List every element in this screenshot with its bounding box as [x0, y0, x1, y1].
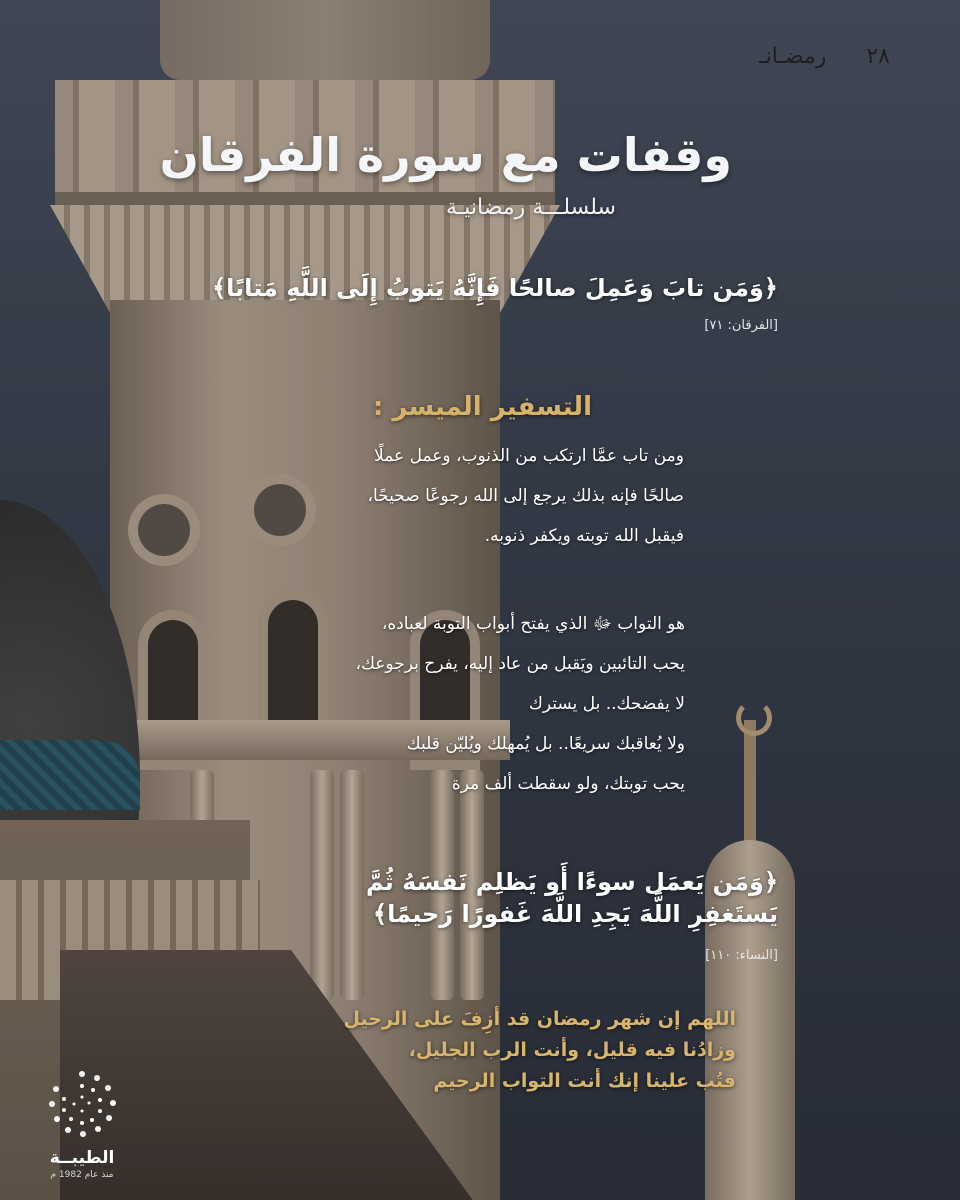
reflection-line: لا يفضحك.. بل يسترك [528, 694, 685, 714]
series-subtitle: سلسلـــة رمضانيـة [446, 195, 616, 220]
quran-verse-2 [366, 866, 778, 931]
dua-line: فتُب علينا إنك أنت التواب الرحيم [433, 1070, 736, 1092]
dua-line: وزادُنا فيه قليل، وأنت الرب الجليل، [408, 1039, 736, 1061]
tafsir-line: صالحًا فإنه بذلك يرجع إلى الله رجوعًا صحيحًا، [367, 486, 684, 506]
tafsir-heading: التسفير الميسر : [372, 392, 592, 422]
logo-since: منذ عام 1982 م [50, 1170, 114, 1180]
tafsir-line: ومن تاب عمَّا ارتكب من الذنوب، وعمل عملًا [374, 446, 684, 466]
section-name: رمضـانـ [759, 44, 827, 69]
reflection-line: يحب التائبين ويَقبل من عاد إليه، يفرح برجوعك، [355, 654, 685, 674]
reflection-line: ولا يُعاقبك سريعًا.. بل يُمهلك ويُليّن قلبك [406, 734, 685, 754]
tafsir-line: فيقبل الله توبته ويكفر ذنوبه. [484, 526, 684, 546]
reflection-line: هو التواب ﷻ الذي يفتح أبواب التوبة لعباده، [381, 614, 685, 634]
dua-text [344, 1004, 736, 1097]
brand-logo [34, 1066, 130, 1186]
dotted-circle-logo-icon [42, 1066, 122, 1142]
tafsir-text [368, 436, 684, 556]
quran-verse-1: ﴿وَمَن تابَ وَعَمِلَ صالحًا فَإِنَّهُ يَتوبُ إِلَى اللَّهِ مَتابًا﴾ [212, 274, 778, 302]
verse-1-reference: [الفرقان: ٧١] [704, 318, 778, 333]
reflection-line: يحب توبتك، ولو سقطت ألف مرة [451, 774, 685, 794]
dua-line: اللهم إن شهر رمضان قد أزِفَ على الرحيل [343, 1008, 736, 1030]
page-number: ٢٨ [866, 44, 890, 69]
page-header [690, 44, 890, 69]
verse-2-reference: [النساء: ١١٠] [705, 948, 778, 963]
page-title: وقفات مع سورة الفرقان [159, 128, 732, 182]
reflection-text [355, 604, 685, 804]
logo-name: الطيبــة [49, 1148, 115, 1168]
verse-2-line: يَستَغفِرِ اللَّهَ يَجِدِ اللَّهَ غَفورًا رَحيمًا﴾ [373, 900, 778, 929]
verse-2-line: ﴿وَمَن يَعمَل سوءًا أَو يَظلِم نَفسَهُ ثُمَّ [365, 868, 778, 896]
